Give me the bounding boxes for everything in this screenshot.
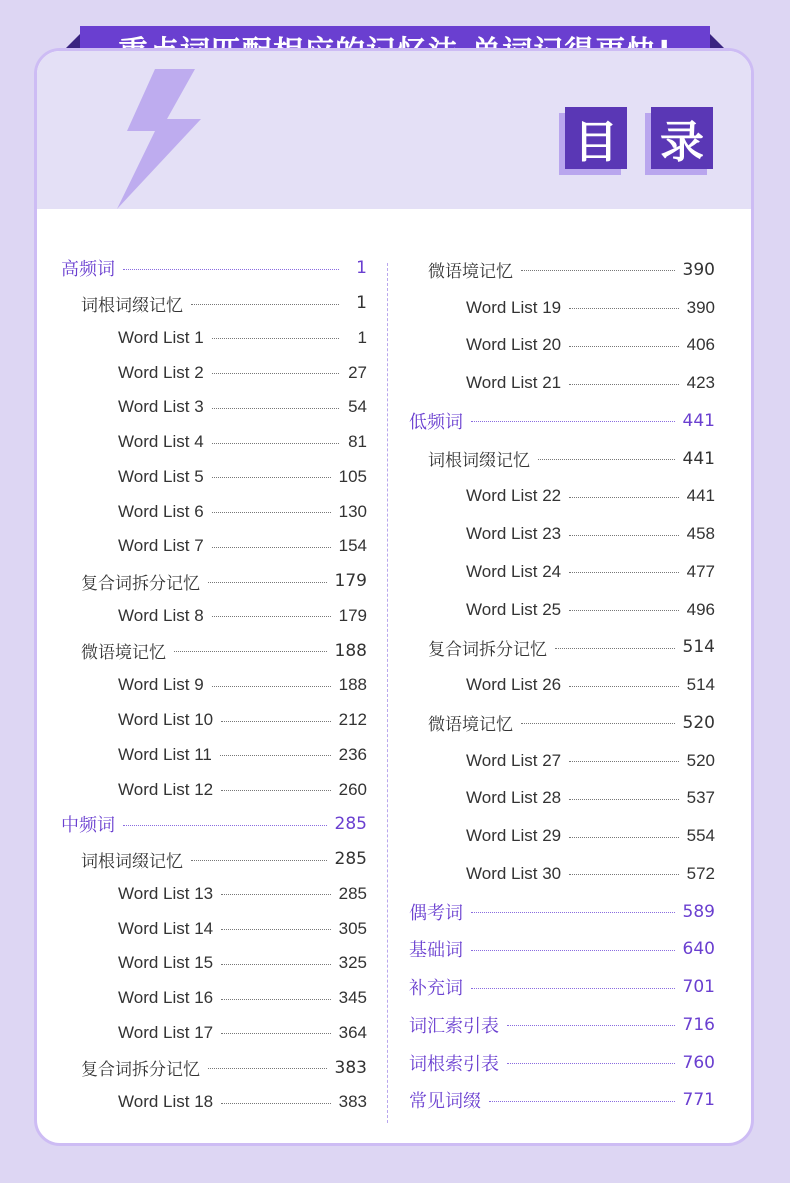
toc-entry-label: Word List 2 bbox=[118, 362, 204, 382]
dot-leader bbox=[569, 384, 679, 385]
lightning-bolt-icon bbox=[115, 69, 215, 209]
toc-entry-label: 微语境记忆 bbox=[428, 715, 513, 736]
toc-entry-page: 760 bbox=[682, 1052, 715, 1073]
toc-entry-label: Word List 24 bbox=[466, 561, 562, 581]
toc-entry-page: 406 bbox=[686, 335, 715, 355]
toc-entry-page: 188 bbox=[338, 675, 367, 695]
toc-subsection-entry[interactable] bbox=[61, 1050, 367, 1085]
toc-section-entry[interactable] bbox=[409, 402, 715, 440]
toc-entry-label: 词根词缀记忆 bbox=[81, 851, 183, 872]
toc-entry-label: Word List 20 bbox=[466, 335, 562, 355]
toc-wordlist-entry[interactable] bbox=[61, 981, 367, 1016]
toc-entry-page: 441 bbox=[682, 448, 715, 469]
toc-entry-page: 640 bbox=[682, 939, 715, 960]
toc-entry-page: 1 bbox=[357, 327, 367, 347]
toc-wordlist-entry[interactable] bbox=[409, 855, 715, 893]
toc-wordlist-entry[interactable] bbox=[409, 327, 715, 365]
dot-leader bbox=[569, 686, 679, 687]
toc-entry-label: 中频词 bbox=[61, 815, 115, 837]
toc-entry-label: Word List 19 bbox=[466, 297, 562, 317]
toc-entry-page: 260 bbox=[338, 779, 367, 799]
toc-wordlist-entry[interactable] bbox=[409, 780, 715, 818]
toc-wordlist-entry[interactable] bbox=[61, 1085, 367, 1120]
dot-leader bbox=[569, 308, 679, 309]
dot-leader bbox=[191, 304, 339, 305]
dot-leader bbox=[471, 421, 675, 422]
card-header bbox=[37, 51, 751, 209]
toc-entry-page: 383 bbox=[334, 1057, 367, 1078]
dot-leader bbox=[191, 860, 327, 861]
toc-entry-page: 305 bbox=[338, 918, 367, 938]
toc-wordlist-entry[interactable] bbox=[61, 911, 367, 946]
dot-leader bbox=[507, 1063, 675, 1064]
toc-entry-page: 390 bbox=[686, 297, 715, 317]
toc-wordlist-entry[interactable] bbox=[61, 877, 367, 912]
dot-leader bbox=[471, 988, 675, 989]
toc-wordlist-entry[interactable] bbox=[409, 364, 715, 402]
dot-leader bbox=[221, 929, 331, 930]
toc-entry-label: 常见词缀 bbox=[409, 1091, 481, 1113]
toc-entry-page: 1 bbox=[356, 258, 367, 279]
toc-wordlist-entry[interactable] bbox=[61, 390, 367, 425]
toc-entry-page: 477 bbox=[686, 561, 715, 581]
dot-leader bbox=[569, 346, 679, 347]
toc-entry-page: 716 bbox=[682, 1014, 715, 1035]
toc-wordlist-entry[interactable] bbox=[61, 460, 367, 495]
dot-leader bbox=[221, 1103, 331, 1104]
toc-wordlist-entry[interactable] bbox=[61, 599, 367, 634]
dot-leader bbox=[221, 894, 331, 895]
toc-entry-page: 458 bbox=[686, 524, 715, 544]
dot-leader bbox=[569, 874, 679, 875]
dot-leader bbox=[569, 837, 679, 838]
title-char-2: 录 bbox=[651, 107, 713, 169]
toc-entry-page: 105 bbox=[338, 466, 367, 486]
toc-wordlist-entry[interactable] bbox=[61, 321, 367, 356]
toc-entry-label: Word List 7 bbox=[118, 536, 204, 556]
toc-wordlist-entry[interactable] bbox=[409, 289, 715, 327]
dot-leader bbox=[221, 721, 331, 722]
toc-wordlist-entry[interactable] bbox=[409, 817, 715, 855]
dot-leader bbox=[569, 572, 679, 573]
toc-entry-page: 572 bbox=[686, 863, 715, 883]
toc-wordlist-entry[interactable] bbox=[61, 425, 367, 460]
toc-entry-label: 复合词拆分记忆 bbox=[428, 639, 547, 660]
dot-leader bbox=[555, 648, 675, 649]
dot-leader bbox=[521, 723, 675, 724]
dot-leader bbox=[569, 610, 679, 611]
toc-column-left bbox=[61, 251, 367, 1120]
toc-entry-page: 154 bbox=[338, 536, 367, 556]
toc-subsection-entry[interactable] bbox=[61, 633, 367, 668]
toc-entry-page: 345 bbox=[338, 988, 367, 1008]
title-char-1: 目 bbox=[565, 107, 627, 169]
dot-leader bbox=[507, 1025, 675, 1026]
toc-wordlist-entry[interactable] bbox=[61, 738, 367, 773]
toc-entry-label: 偶考词 bbox=[409, 902, 463, 924]
dot-leader bbox=[521, 270, 675, 271]
toc-entry-label: Word List 9 bbox=[118, 675, 204, 695]
dot-leader bbox=[538, 459, 675, 460]
toc-wordlist-entry[interactable] bbox=[61, 529, 367, 564]
toc-entry-label: Word List 16 bbox=[118, 988, 214, 1008]
dot-leader bbox=[212, 408, 339, 409]
toc-wordlist-entry[interactable] bbox=[409, 742, 715, 780]
toc-entry-label: Word List 15 bbox=[118, 953, 214, 973]
dot-leader bbox=[123, 269, 339, 270]
toc-entry-label: Word List 4 bbox=[118, 432, 204, 452]
dot-leader bbox=[489, 1101, 675, 1102]
toc-entry-label: Word List 22 bbox=[466, 486, 562, 506]
toc-entry-label: Word List 11 bbox=[118, 744, 212, 764]
toc-entry-label: 词根索引表 bbox=[409, 1053, 499, 1075]
toc-entry-page: 589 bbox=[682, 901, 715, 922]
toc-entry-page: 390 bbox=[682, 259, 715, 280]
dot-leader bbox=[569, 497, 679, 498]
toc-entry-page: 179 bbox=[338, 605, 367, 625]
toc-entry-label: Word List 14 bbox=[118, 918, 214, 938]
toc-entry-label: 微语境记忆 bbox=[428, 262, 513, 283]
toc-wordlist-entry[interactable] bbox=[61, 772, 367, 807]
dot-leader bbox=[221, 790, 331, 791]
toc-entry-page: 554 bbox=[686, 826, 715, 846]
dot-leader bbox=[212, 477, 331, 478]
toc-section-entry[interactable] bbox=[409, 1044, 715, 1082]
toc-entry-page: 441 bbox=[682, 410, 715, 431]
toc-entry-page: 496 bbox=[686, 599, 715, 619]
toc-entry-label: Word List 25 bbox=[466, 599, 562, 619]
toc-entry-page: 383 bbox=[338, 1092, 367, 1112]
toc-entry-page: 701 bbox=[682, 977, 715, 998]
toc-section-entry[interactable] bbox=[409, 968, 715, 1006]
toc-section-entry[interactable] bbox=[61, 807, 367, 842]
toc-card bbox=[34, 48, 754, 1146]
dot-leader bbox=[212, 338, 339, 339]
toc-entry-page: 285 bbox=[338, 883, 367, 903]
toc-entry-page: 188 bbox=[334, 640, 367, 661]
dot-leader bbox=[471, 950, 675, 951]
toc-entry-label: Word List 29 bbox=[466, 826, 562, 846]
dot-leader bbox=[221, 999, 331, 1000]
toc-entry-page: 325 bbox=[338, 953, 367, 973]
toc-entry-label: Word List 6 bbox=[118, 501, 204, 521]
dot-leader bbox=[569, 535, 679, 536]
dot-leader bbox=[212, 616, 331, 617]
dot-leader bbox=[221, 964, 331, 965]
dot-leader bbox=[471, 912, 675, 913]
dot-leader bbox=[123, 825, 327, 826]
dot-leader bbox=[212, 443, 339, 444]
toc-entry-label: Word List 5 bbox=[118, 466, 204, 486]
toc-entry-page: 537 bbox=[686, 788, 715, 808]
toc-entry-label: 微语境记忆 bbox=[81, 643, 166, 664]
toc-wordlist-entry[interactable] bbox=[409, 478, 715, 516]
dot-leader bbox=[212, 512, 331, 513]
toc-wordlist-entry[interactable] bbox=[61, 703, 367, 738]
toc-subsection-entry[interactable] bbox=[61, 286, 367, 321]
dot-leader bbox=[569, 799, 679, 800]
toc-entry-page: 514 bbox=[682, 637, 715, 658]
toc-section-entry[interactable] bbox=[61, 251, 367, 286]
dot-leader bbox=[174, 651, 327, 652]
toc-entry-label: 词根词缀记忆 bbox=[428, 451, 530, 472]
toc-entry-label: Word List 27 bbox=[466, 750, 562, 770]
toc-wordlist-entry[interactable] bbox=[61, 668, 367, 703]
toc-wordlist-entry[interactable] bbox=[409, 515, 715, 553]
toc-column-right bbox=[409, 251, 715, 1119]
toc-entry-label: Word List 21 bbox=[466, 373, 562, 393]
toc-wordlist-entry[interactable] bbox=[409, 666, 715, 704]
toc-subsection-entry[interactable] bbox=[409, 251, 715, 289]
toc-entry-label: 复合词拆分记忆 bbox=[81, 1060, 200, 1081]
toc-subsection-entry[interactable] bbox=[61, 842, 367, 877]
toc-entry-label: 复合词拆分记忆 bbox=[81, 573, 200, 594]
toc-entry-label: 低频词 bbox=[409, 411, 463, 433]
toc-entry-label: 基础词 bbox=[409, 940, 463, 962]
toc-entry-label: 补充词 bbox=[409, 978, 463, 1000]
toc-entry-page: 54 bbox=[348, 397, 367, 417]
toc-entry-page: 285 bbox=[334, 814, 367, 835]
dot-leader bbox=[569, 761, 679, 762]
dot-leader bbox=[221, 1033, 331, 1034]
toc-entry-label: Word List 13 bbox=[118, 883, 214, 903]
dot-leader bbox=[208, 582, 327, 583]
column-divider bbox=[387, 263, 388, 1123]
toc-entry-page: 1 bbox=[356, 293, 367, 314]
dot-leader bbox=[212, 547, 331, 548]
toc-entry-page: 212 bbox=[338, 710, 367, 730]
toc-entry-page: 27 bbox=[348, 362, 367, 382]
toc-entry-page: 130 bbox=[338, 501, 367, 521]
toc-entry-page: 441 bbox=[686, 486, 715, 506]
toc-entry-label: 词根词缀记忆 bbox=[81, 295, 183, 316]
toc-entry-page: 285 bbox=[334, 849, 367, 870]
toc-entry-label: Word List 23 bbox=[466, 524, 562, 544]
toc-entry-page: 771 bbox=[682, 1090, 715, 1111]
toc-wordlist-entry[interactable] bbox=[61, 355, 367, 390]
toc-entry-label: Word List 18 bbox=[118, 1092, 214, 1112]
dot-leader bbox=[220, 755, 331, 756]
toc-wordlist-entry[interactable] bbox=[409, 553, 715, 591]
toc-entry-label: 高频词 bbox=[61, 259, 115, 281]
dot-leader bbox=[212, 373, 339, 374]
dot-leader bbox=[212, 686, 331, 687]
toc-entry-label: Word List 30 bbox=[466, 863, 562, 883]
toc-entry-label: Word List 28 bbox=[466, 788, 562, 808]
toc-entry-label: Word List 1 bbox=[118, 327, 204, 347]
toc-entry-label: 词汇索引表 bbox=[409, 1015, 499, 1037]
toc-entry-page: 364 bbox=[338, 1022, 367, 1042]
toc-wordlist-entry[interactable] bbox=[61, 494, 367, 529]
toc-entry-page: 423 bbox=[686, 373, 715, 393]
toc-entry-label: Word List 26 bbox=[466, 675, 562, 695]
toc-wordlist-entry[interactable] bbox=[409, 591, 715, 629]
toc-section-entry[interactable] bbox=[409, 1006, 715, 1044]
toc-wordlist-entry[interactable] bbox=[61, 1016, 367, 1051]
toc-section-entry[interactable] bbox=[409, 1082, 715, 1120]
toc-entry-label: Word List 3 bbox=[118, 397, 204, 417]
toc-entry-page: 520 bbox=[682, 712, 715, 733]
toc-entry-label: Word List 8 bbox=[118, 605, 204, 625]
toc-entry-page: 236 bbox=[338, 744, 367, 764]
toc-wordlist-entry[interactable] bbox=[61, 946, 367, 981]
toc-subsection-entry[interactable] bbox=[409, 440, 715, 478]
toc-subsection-entry[interactable] bbox=[409, 629, 715, 667]
toc-entry-page: 81 bbox=[348, 432, 367, 452]
toc-entry-page: 520 bbox=[686, 750, 715, 770]
toc-subsection-entry[interactable] bbox=[409, 704, 715, 742]
toc-entry-label: Word List 10 bbox=[118, 710, 214, 730]
toc-entry-label: Word List 17 bbox=[118, 1022, 214, 1042]
toc-subsection-entry[interactable] bbox=[61, 564, 367, 599]
dot-leader bbox=[208, 1068, 327, 1069]
toc-section-entry[interactable] bbox=[409, 893, 715, 931]
toc-entry-label: Word List 12 bbox=[118, 779, 214, 799]
toc-entry-page: 514 bbox=[686, 675, 715, 695]
toc-section-entry[interactable] bbox=[409, 931, 715, 969]
toc-entry-page: 179 bbox=[334, 571, 367, 592]
